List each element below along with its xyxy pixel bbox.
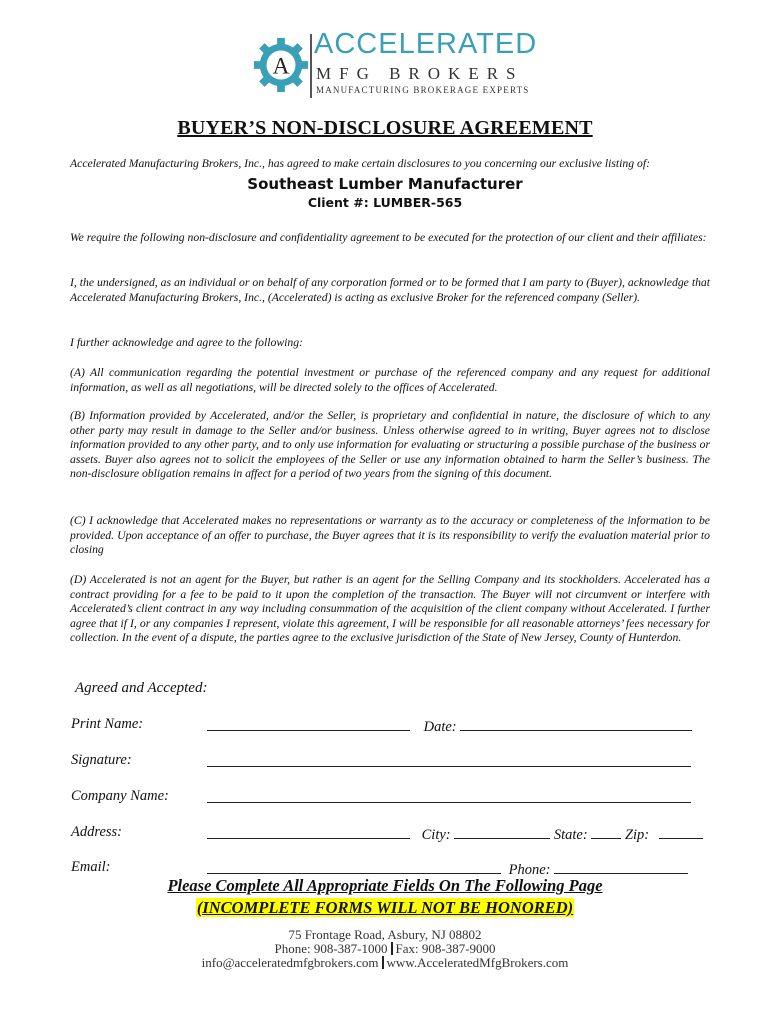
footer-separator: [382, 956, 384, 969]
footer-separator: [391, 942, 393, 955]
footer-phone-fax: [0, 942, 770, 956]
print-name-row: [207, 716, 692, 736]
state-label: State:: [553, 827, 588, 843]
address-row: [207, 824, 703, 844]
clause-c: (C) I acknowledge that Accelerated makes no representations or warranty as to the accuracy or completeness of the information to be provided. Upon acceptance of an offer to purchase, the Buyer agrees that it is its responsibility to verify the evaluation material prior to closing: [70, 514, 710, 557]
date-field[interactable]: [460, 716, 692, 731]
email-field[interactable]: [207, 859, 501, 874]
clause-b: (B) Information provided by Accelerated, and/or the Seller, is proprietary and confidential in nature, the disclosure of which to any other party may result in damage to the Seller and/or business. Unless otherwise agreed to in writing, Buyer agrees not to disclose information provided to any other party, and to only use information for evaluating or structuring a possible purchase of the business or assets. Buyer also agrees not to solicit the employees of the Seller or use any information obtained to harm the Seller’s business. The non-disclosure obligation remains in affect for a period of two years from the signing of this document.: [70, 409, 710, 481]
company-logo: [252, 28, 538, 108]
signature-row: [207, 752, 691, 772]
listing-name: Southeast Lumber Manufacturer: [247, 175, 523, 193]
footer-phone: Phone: 908-387-1000: [274, 941, 388, 956]
logo-tagline: MANUFACTURING BROKERAGE EXPERTS: [316, 85, 530, 95]
print-name-field[interactable]: [207, 716, 410, 731]
clause-d: (D) Accelerated is not an agent for the Buyer, but rather is an agent for the Selling Company and its stockholders. Accelerated has a contract providing for a fee to be paid to it upon the completion of the transaction. The Buyer will not circumvent or interfere with Accelerated’s client contract in any way including consummation of the acquisition of the client company without Accelerated. I further agree that if I, or any companies I represent, violate this agreement, I will be responsible for all reasonable attorneys’ fees necessary for collection. In the event of a dispute, the parties agree to the exclusive jurisdiction of the State of New Jersey, County of Hunterdon.: [70, 573, 710, 645]
signature-label: Signature:: [71, 752, 132, 768]
document-title: BUYER’S NON-DISCLOSURE AGREEMENT: [177, 117, 593, 139]
paragraph-further: I further acknowledge and agree to the following:: [70, 336, 303, 349]
intro-text: Accelerated Manufacturing Brokers, Inc., has agreed to make certain disclosures to you concerning our exclusive listing of:: [70, 157, 651, 170]
company-name-field[interactable]: [207, 788, 691, 803]
logo-divider: [310, 34, 312, 98]
footer-contact: [0, 956, 770, 970]
signature-field[interactable]: [207, 752, 691, 767]
address-field[interactable]: [207, 824, 410, 839]
incomplete-warning-row: [0, 898, 770, 918]
paragraph-require: We require the following non-disclosure and confidentiality agreement to be executed for the protection of our client and their affiliates:: [70, 231, 707, 244]
company-name-row: [207, 788, 691, 808]
agreed-heading: Agreed and Accepted:: [75, 680, 208, 696]
phone-label: Phone:: [508, 862, 551, 878]
state-field[interactable]: [591, 824, 621, 839]
client-number: Client #: LUMBER-565: [307, 195, 463, 210]
logo-monogram: A: [272, 53, 290, 80]
footer-address: 75 Frontage Road, Asbury, NJ 08802: [288, 927, 482, 942]
zip-field[interactable]: [659, 824, 703, 839]
clause-a: (A) All communication regarding the potential investment or purchase of the referenced company and any request for additional information, as well as all negotiations, will be directed solely to the offices of Accelerated.: [70, 366, 710, 394]
logo-subtitle: MFG BROKERS: [316, 64, 524, 83]
address-label: Address:: [71, 824, 123, 840]
phone-field[interactable]: [554, 859, 688, 874]
date-label: Date:: [423, 719, 457, 735]
company-name-label: Company Name:: [71, 788, 169, 804]
paragraph-undersigned: I, the undersigned, as an individual or on behalf of any corporation formed or to be formed that I am party to (Buyer), acknowledge that Accelerated Manufacturing Brokers, Inc., (Accelerated) is acting as exclusive Broker for the referenced company (Seller).: [70, 276, 710, 304]
city-field[interactable]: [454, 824, 550, 839]
email-label: Email:: [71, 859, 111, 875]
logo-brand: ACCELERATED: [314, 28, 538, 60]
zip-label: Zip:: [624, 827, 650, 843]
footer-fax: Fax: 908-387-9000: [395, 941, 496, 956]
gear-logo-icon: [252, 36, 310, 94]
footer-website[interactable]: www.AcceleratedMfgBrokers.com: [386, 955, 569, 970]
print-name-label: Print Name:: [71, 716, 144, 732]
city-label: City:: [421, 827, 451, 843]
footer-email[interactable]: info@acceleratedmfgbrokers.com: [201, 955, 379, 970]
incomplete-warning: (INCOMPLETE FORMS WILL NOT BE HONORED): [196, 898, 574, 917]
complete-notice: Please Complete All Appropriate Fields On The Following Page: [167, 876, 603, 895]
